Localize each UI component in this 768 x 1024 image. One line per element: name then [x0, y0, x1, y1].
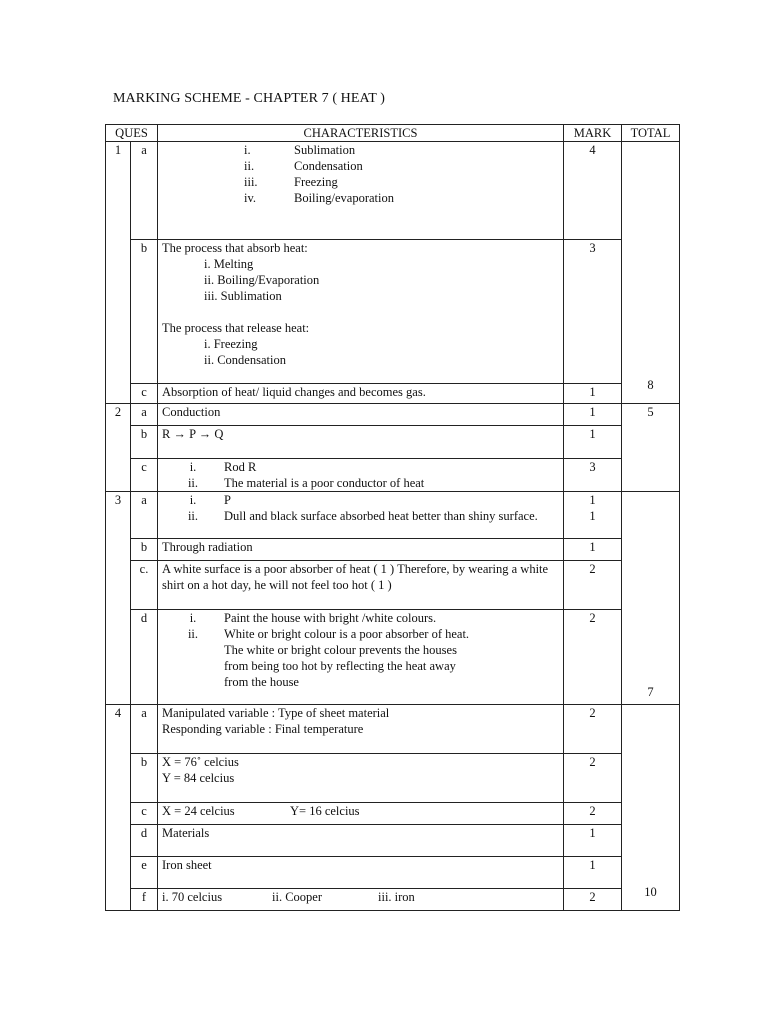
item-text: Paint the house with bright /white colours.: [224, 611, 437, 625]
answer-cell: [158, 492, 564, 539]
header-ques: QUES: [106, 125, 158, 142]
mark-value: 1: [589, 493, 596, 507]
answer-part: ii. Cooper: [272, 890, 322, 904]
question-number: 3: [106, 492, 131, 705]
sub-label: a: [131, 705, 158, 754]
item-text: Dull and black surface absorbed heat better than shiny surface.: [224, 509, 538, 523]
answer-cell: Absorption of heat/ liquid changes and becomes gas.: [158, 384, 564, 404]
answer-part: iii. iron: [378, 890, 415, 904]
release-heading: The process that release heat:: [162, 321, 310, 335]
item-text: Rod R: [224, 460, 257, 474]
answer-cell: Materials: [158, 825, 564, 857]
sub-label: d: [131, 610, 158, 705]
mark-cell: [564, 492, 622, 539]
item-key: i.: [189, 493, 197, 507]
header-total: TOTAL: [622, 125, 680, 142]
item-text: Freezing: [294, 175, 338, 189]
item-text: White or bright colour is a poor absorber of heat. The white or bright colour prevents the houses from being too hot by reflecting the heat away from the house: [224, 627, 470, 689]
mark-cell: 3: [564, 240, 622, 384]
sub-label: c.: [131, 561, 158, 610]
list-item: ii. Boiling/Evaporation: [204, 273, 320, 287]
mark-cell: 1: [564, 825, 622, 857]
sub-label: a: [131, 142, 158, 240]
table-row: [106, 803, 680, 825]
sub-label: d: [131, 825, 158, 857]
header-row: [106, 125, 680, 142]
question-number: 4: [106, 705, 131, 911]
table-row: [106, 610, 680, 705]
total-cell: 5: [622, 404, 680, 492]
table-row: [106, 857, 680, 889]
header-mark: MARK: [564, 125, 622, 142]
table-row: [106, 142, 680, 240]
mark-cell: 2: [564, 610, 622, 705]
table-row: [106, 240, 680, 384]
table-row: [106, 404, 680, 426]
mark-cell: 2: [564, 561, 622, 610]
total-cell: 8: [622, 142, 680, 404]
absorb-heading: The process that absorb heat:: [162, 241, 308, 255]
answer-cell: [158, 610, 564, 705]
sub-label: b: [131, 539, 158, 561]
list-item: i. Melting: [204, 257, 254, 271]
mark-cell: 2: [564, 889, 622, 911]
question-number: 2: [106, 404, 131, 492]
table-row: [106, 705, 680, 754]
mark-cell: 2: [564, 754, 622, 803]
item-text: P: [224, 493, 231, 507]
answer-cell: Through radiation: [158, 539, 564, 561]
answer-cell: [158, 142, 564, 240]
item-key: iii.: [244, 175, 258, 189]
sub-label: b: [131, 240, 158, 384]
mark-cell: 1: [564, 404, 622, 426]
answer-cell: [158, 705, 564, 754]
table-row: [106, 459, 680, 492]
item-text: Boiling/evaporation: [294, 191, 394, 205]
answer-line: Manipulated variable : Type of sheet material: [162, 706, 390, 720]
mark-cell: 1: [564, 857, 622, 889]
mark-cell: 2: [564, 705, 622, 754]
table-row: [106, 561, 680, 610]
list-item: i. Freezing: [204, 337, 258, 351]
answer-cell: [158, 754, 564, 803]
answer-line: Responding variable : Final temperature: [162, 722, 364, 736]
answer-part: i. 70 celcius: [162, 890, 223, 904]
answer-cell: [158, 240, 564, 384]
table-row: [106, 426, 680, 459]
table-row: [106, 889, 680, 911]
answer-cell: Conduction: [158, 404, 564, 426]
answer-line: X = 76˚ celcius: [162, 755, 239, 769]
mark-cell: 3: [564, 459, 622, 492]
answer-cell: A white surface is a poor absorber of heat ( 1 ) Therefore, by wearing a white shirt on a hot day, he will not feel too hot ( 1 ): [158, 561, 564, 610]
table-row: [106, 539, 680, 561]
item-key: i.: [244, 143, 251, 157]
mark-value: 1: [589, 509, 596, 523]
item-key: ii.: [187, 509, 199, 523]
item-key: i.: [189, 460, 197, 474]
list-item: ii. Condensation: [204, 353, 286, 367]
answer-line: Y = 84 celcius: [162, 771, 235, 785]
total-cell: 10: [622, 705, 680, 911]
answer-cell: [158, 889, 564, 911]
item-key: iv.: [244, 191, 257, 205]
question-number: 1: [106, 142, 131, 404]
item-key: ii.: [187, 476, 199, 490]
mark-cell: 2: [564, 803, 622, 825]
item-text: Condensation: [294, 159, 363, 173]
item-key: ii.: [187, 627, 199, 641]
answer-cell: R → P → Q: [158, 426, 564, 459]
mark-cell: 1: [564, 426, 622, 459]
table-row: [106, 754, 680, 803]
mark-cell: 1: [564, 539, 622, 561]
item-key: i.: [189, 611, 197, 625]
sub-label: c: [131, 384, 158, 404]
mark-cell: 4: [564, 142, 622, 240]
answer-cell: [158, 803, 564, 825]
sub-label: a: [131, 404, 158, 426]
header-characteristics: CHARACTERISTICS: [158, 125, 564, 142]
sub-label: f: [131, 889, 158, 911]
answer-cell: Iron sheet: [158, 857, 564, 889]
answer-y: Y= 16 celcius: [290, 804, 360, 818]
total-cell: 7: [622, 492, 680, 705]
sub-label: c: [131, 803, 158, 825]
page-title: MARKING SCHEME - CHAPTER 7 ( HEAT ): [113, 91, 385, 106]
marking-scheme-table: [105, 124, 680, 911]
answer-cell: [158, 459, 564, 492]
list-item: iii. Sublimation: [204, 289, 282, 303]
item-key: ii.: [244, 159, 255, 173]
sub-label: c: [131, 459, 158, 492]
table-row: [106, 384, 680, 404]
table-row: [106, 492, 680, 539]
sub-label: b: [131, 426, 158, 459]
item-text: Sublimation: [294, 143, 356, 157]
mark-cell: 1: [564, 384, 622, 404]
table-row: [106, 825, 680, 857]
answer-x: X = 24 celcius: [162, 804, 235, 818]
sub-label: b: [131, 754, 158, 803]
sub-label: e: [131, 857, 158, 889]
sub-label: a: [131, 492, 158, 539]
item-text: The material is a poor conductor of heat: [224, 476, 425, 490]
